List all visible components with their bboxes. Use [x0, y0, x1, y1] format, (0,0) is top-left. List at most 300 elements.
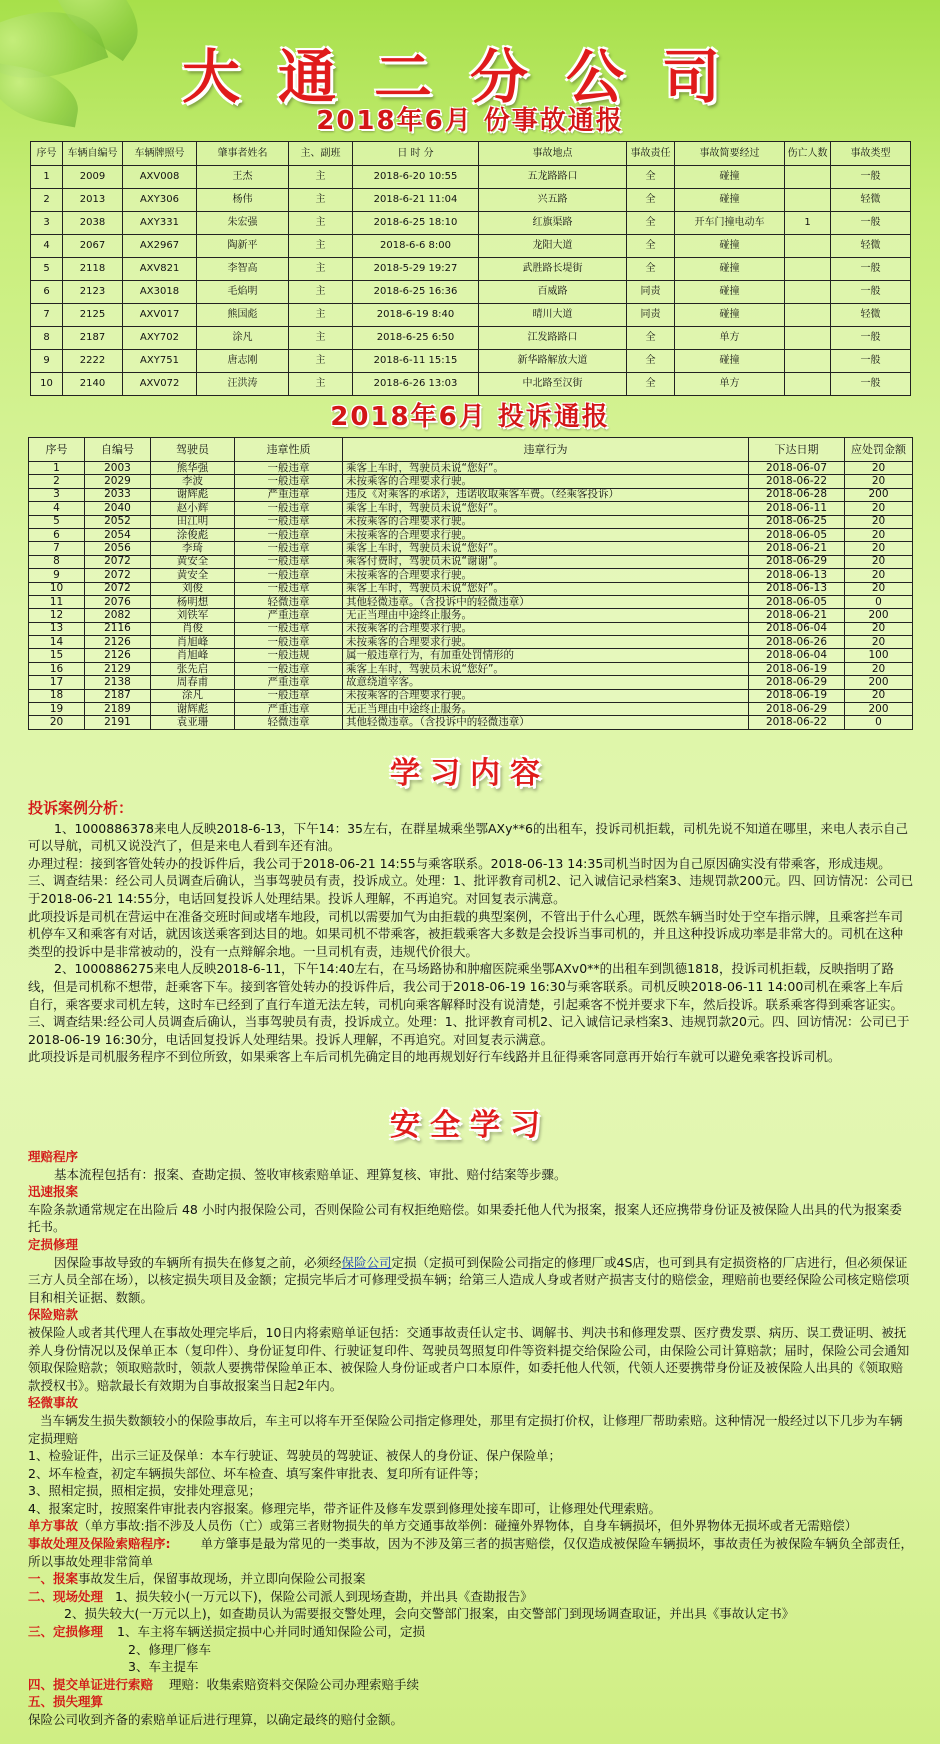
table-cell: 2018-6-20 10:55	[353, 166, 479, 189]
table-cell: 刘俊	[151, 582, 235, 595]
table-cell: 主	[289, 212, 353, 235]
table-cell: 2138	[85, 676, 151, 689]
table-cell: 碰撞	[675, 166, 785, 189]
complaint-report-title: 2018年6月 投诉通报	[330, 402, 610, 432]
table-cell: 2018-06-04	[749, 622, 845, 635]
table-cell: 未按乘客的合理要求行驶。	[343, 636, 749, 649]
table-cell: 2018-5-29 19:27	[353, 258, 479, 281]
accident-row	[31, 281, 911, 304]
table-cell: 涂俊彪	[151, 528, 235, 541]
table-cell: 开车门撞电动车	[675, 212, 785, 235]
table-cell: 轻微违章	[235, 595, 343, 608]
complaint-row	[29, 703, 913, 716]
complaint-row	[29, 502, 913, 515]
table-cell: 2018-06-29	[749, 703, 845, 716]
table-cell: 16	[29, 662, 85, 675]
table-cell	[785, 166, 831, 189]
table-cell: 2082	[85, 609, 151, 622]
table-cell: 1	[31, 166, 63, 189]
table-cell	[785, 281, 831, 304]
table-cell: 其他轻微违章。（含投诉中的轻微违章）	[343, 595, 749, 608]
table-cell: 红旗渠路	[479, 212, 627, 235]
table-cell: 一般违章	[235, 582, 343, 595]
table-cell: 20	[845, 502, 913, 515]
case-analysis-heading: 投诉案例分析：	[28, 799, 134, 817]
repair-text-part: 定损（定损可到保险公司指定的修理厂或4S店，也可到具有定损资格的厂店进行，但必须保证三方人员全部在场），以核定损失项目及金额；定损完毕后才可修理受损车辆；给第三人造成人身或者财产损害支付的赔偿金，理赔前也要经保险公司核定赔偿项目和相关证据、数额。	[28, 1254, 910, 1305]
table-cell: 一般	[831, 212, 911, 235]
table-cell: 杨伟	[197, 189, 289, 212]
table-cell: 2052	[85, 515, 151, 528]
table-cell: 一般	[831, 258, 911, 281]
claim-flow-heading: 事故处理及保险索赔程序:	[28, 1536, 171, 1552]
flow-step-5-heading: 五、损失理算	[28, 1694, 104, 1710]
table-cell: 中北路至汉街	[479, 373, 627, 396]
table-cell: 一般违章	[235, 515, 343, 528]
complaint-row	[29, 555, 913, 568]
table-cell: 碰撞	[675, 189, 785, 212]
claim-process-text: 基本流程包括有：报案、查勘定损、签收审核索赔单证、理算复核、审批、赔付结案等步骤。	[54, 1166, 567, 1182]
table-cell: 200	[845, 676, 913, 689]
table-cell: 全	[627, 350, 675, 373]
flow-step-2-heading: 二、现场处理	[28, 1588, 104, 1604]
flow-step-3	[28, 1623, 914, 1641]
case-paragraph: 办理过程：接到客管处转办的投诉件后，我公司于2018-06-21 14:55与乘客联系。2018-06-13 14:35司机当时因为自己原因确实没有带乘客，形成违规。三、调查结果：经公司人员调查后确认，当事驾驶员有责，投诉成立。处理：1、批评教育司机2、记入诚信记录档案3、违规罚款200元。四、回访情况：公司已于2018-06-21 14:55分，电话回复投诉人处理结果。投诉人理解，不再追究。对回复表示满意。	[28, 855, 914, 906]
table-cell: 主	[289, 281, 353, 304]
table-cell: 3	[31, 212, 63, 235]
table-cell: 全	[627, 327, 675, 350]
complaint-row	[29, 622, 913, 635]
complaint-row	[29, 649, 913, 662]
table-cell: 单方	[675, 327, 785, 350]
table-cell: 全	[627, 166, 675, 189]
table-cell: 2129	[85, 662, 151, 675]
column-header: 事故类型	[831, 142, 911, 166]
column-header: 主、副班	[289, 142, 353, 166]
table-cell: 全	[627, 258, 675, 281]
table-cell: 2072	[85, 569, 151, 582]
column-header: 自编号	[85, 438, 151, 462]
table-cell: 黄安全	[151, 555, 235, 568]
table-cell: 200	[845, 488, 913, 501]
table-cell: 谢辉彪	[151, 488, 235, 501]
minor-accident-heading: 轻微事故	[28, 1395, 79, 1411]
column-header: 序号	[29, 438, 85, 462]
table-cell: 0	[845, 595, 913, 608]
accident-table	[30, 141, 911, 396]
table-cell: 2018-06-29	[749, 676, 845, 689]
table-cell: 2029	[85, 475, 151, 488]
table-cell: 一般	[831, 350, 911, 373]
study-section	[28, 800, 914, 1066]
table-cell: 2018-06-19	[749, 662, 845, 675]
repair-heading: 定损修理	[28, 1236, 79, 1252]
table-cell: 7	[29, 542, 85, 555]
table-cell: 严重违章	[235, 676, 343, 689]
table-cell: 一般违章	[235, 662, 343, 675]
table-cell: 2018-06-11	[749, 502, 845, 515]
table-cell: AXV821	[123, 258, 197, 281]
table-cell: 熊华强	[151, 462, 235, 475]
table-cell: 一般违章	[235, 636, 343, 649]
table-cell: 20	[845, 555, 913, 568]
table-cell: 一般违章	[235, 542, 343, 555]
table-cell: 轻微	[831, 235, 911, 258]
accident-row	[31, 373, 911, 396]
minor-step: 2、坏车检查，初定车辆损失部位、坏车检查、填写案件审批表、复印所有证件等；	[28, 1465, 486, 1481]
table-cell: AXY306	[123, 189, 197, 212]
table-cell: 2	[29, 475, 85, 488]
table-cell: 5	[31, 258, 63, 281]
column-header: 违章行为	[343, 438, 749, 462]
table-cell: 2038	[63, 212, 123, 235]
column-header: 车辆牌照号	[123, 142, 197, 166]
table-cell	[785, 235, 831, 258]
table-cell: 1	[29, 462, 85, 475]
report-heading: 迅速报案	[28, 1184, 79, 1200]
table-cell: 2140	[63, 373, 123, 396]
table-cell: AXV072	[123, 373, 197, 396]
table-cell: 一般违章	[235, 689, 343, 702]
column-header: 车辆自编号	[63, 142, 123, 166]
table-cell: 2018-06-05	[749, 528, 845, 541]
accident-row	[31, 235, 911, 258]
column-header: 应处罚金额	[845, 438, 913, 462]
table-cell: 毛焰明	[197, 281, 289, 304]
flow-step-3-item: 2、修理厂修车	[128, 1641, 211, 1657]
table-cell: 晴川大道	[479, 304, 627, 327]
table-cell: 6	[31, 281, 63, 304]
table-cell: 主	[289, 189, 353, 212]
table-cell: 全	[627, 189, 675, 212]
table-cell: 8	[31, 327, 63, 350]
complaint-row	[29, 636, 913, 649]
table-cell: AX3018	[123, 281, 197, 304]
complaint-row	[29, 515, 913, 528]
single-accident-heading: 单方事故	[28, 1518, 79, 1534]
table-cell: 未按乘客的合理要求行驶。	[343, 689, 749, 702]
table-cell: 11	[29, 595, 85, 608]
table-cell: 2076	[85, 595, 151, 608]
accident-row	[31, 166, 911, 189]
table-cell: 乘客上车时，驾驶员未说“您好”。	[343, 582, 749, 595]
table-cell: 2018-06-13	[749, 569, 845, 582]
complaint-row	[29, 528, 913, 541]
case-paragraph: 此项投诉是司机在营运中在准备交班时间或堵车地段，司机以需要加气为由拒载的典型案例，不管出于什么心理，既然车辆当时处于空车指示牌，且乘客拦车司机停车又和乘客有对话，就因该送乘客到达目的地。如果司机不带乘客，被拒载乘客大多数是会投诉当事司机的，并且这种投诉成功率是非常大的。司机在这种类型的投诉中是非常被动的，没有一点辩解余地。一旦司机有责，违规代价很大。	[28, 908, 904, 959]
table-cell: 14	[29, 636, 85, 649]
flow-step-3-item: 1、车主将车辆送损定损中心并同时通知保险公司，定损	[117, 1624, 425, 1640]
complaint-row	[29, 582, 913, 595]
table-cell: 严重违章	[235, 703, 343, 716]
column-header: 下达日期	[749, 438, 845, 462]
complaint-table	[28, 437, 913, 730]
table-cell: 严重违章	[235, 488, 343, 501]
table-cell: 乘客上车时，驾驶员未说“您好”。	[343, 502, 749, 515]
flow-step-3-item: 3、车主提车	[128, 1659, 199, 1675]
table-cell: 熊国彪	[197, 304, 289, 327]
complaint-row	[29, 662, 913, 675]
table-cell: 违反《对乘客的承诺》，违诺收取乘客车费。（经乘客投诉）	[343, 488, 749, 501]
table-cell: 2018-6-11 15:15	[353, 350, 479, 373]
table-cell: 3	[29, 488, 85, 501]
flow-step-4-heading: 四、提交单证进行索赔	[28, 1676, 154, 1692]
safety-section	[28, 1148, 914, 1729]
table-cell: 2018-6-6 8:00	[353, 235, 479, 258]
table-cell: 单方	[675, 373, 785, 396]
table-cell: 20	[845, 582, 913, 595]
table-cell: AXV008	[123, 166, 197, 189]
table-cell: 2018-06-26	[749, 636, 845, 649]
accident-row	[31, 350, 911, 373]
table-cell	[785, 258, 831, 281]
table-cell: 乘客上车时，驾驶员未说“您好”。	[343, 542, 749, 555]
table-cell: 20	[29, 716, 85, 729]
table-cell: 谢辉彪	[151, 703, 235, 716]
table-cell: 全	[627, 373, 675, 396]
table-cell: 20	[845, 689, 913, 702]
table-cell: 江发路路口	[479, 327, 627, 350]
insurance-company-link[interactable]: 保险公司	[341, 1254, 392, 1270]
table-cell: 2067	[63, 235, 123, 258]
table-cell: 2116	[85, 622, 151, 635]
table-cell: 20	[845, 475, 913, 488]
single-accident-text: （单方事故:指不涉及人员伤（亡）或第三者财物损失的单方交通事故举例：碰撞外界物体，自身车辆损坏，但外界物体无损坏或者无需赔偿）	[78, 1518, 858, 1534]
flow-step-2-text-b: 2、损失较大(一万元以上)，如查勘员认为需要报交警处理，会向交警部门报案，由交警部门到现场调查取证，并出具《事故认定书》	[64, 1606, 795, 1622]
complaint-row	[29, 609, 913, 622]
table-cell: 百威路	[479, 281, 627, 304]
table-cell: 主	[289, 350, 353, 373]
column-header: 事故地点	[479, 142, 627, 166]
table-cell: 5	[29, 515, 85, 528]
complaint-row	[29, 542, 913, 555]
table-cell: 2018-06-04	[749, 649, 845, 662]
table-cell: 7	[31, 304, 63, 327]
table-cell: 无正当理由中途终止服务。	[343, 703, 749, 716]
table-cell: AX2967	[123, 235, 197, 258]
table-cell: 9	[29, 569, 85, 582]
table-cell: 李琦	[151, 542, 235, 555]
table-cell: 未按乘客的合理要求行驶。	[343, 622, 749, 635]
accident-row	[31, 327, 911, 350]
table-cell: 未按乘客的合理要求行驶。	[343, 475, 749, 488]
table-cell: 15	[29, 649, 85, 662]
table-cell: 2018-06-05	[749, 595, 845, 608]
table-cell: 2126	[85, 636, 151, 649]
claim-flow-text: 单方肇事是最为常见的一类事故，因为不涉及第三者的损害赔偿，仅仅造成被保险车辆损坏，事故责任为被保险车辆负全部责任，所以事故处理非常简单	[28, 1536, 914, 1569]
table-cell: 一般违章	[235, 462, 343, 475]
table-cell: 19	[29, 703, 85, 716]
table-cell: 200	[845, 703, 913, 716]
table-cell: 20	[845, 636, 913, 649]
table-cell: 朱宏强	[197, 212, 289, 235]
table-cell: 主	[289, 166, 353, 189]
table-cell: 2118	[63, 258, 123, 281]
column-header: 事故责任	[627, 142, 675, 166]
column-header: 驾驶员	[151, 438, 235, 462]
table-cell: 2054	[85, 528, 151, 541]
column-header: 序号	[31, 142, 63, 166]
table-cell	[785, 189, 831, 212]
table-cell: 同责	[627, 281, 675, 304]
table-cell: 2187	[85, 689, 151, 702]
column-header: 事故简要经过	[675, 142, 785, 166]
table-cell: 2018-6-25 18:10	[353, 212, 479, 235]
table-cell: 主	[289, 304, 353, 327]
column-header: 伤亡人数	[785, 142, 831, 166]
complaint-row	[29, 689, 913, 702]
table-cell: 2056	[85, 542, 151, 555]
flow-step-3-heading: 三、定损修理	[28, 1624, 104, 1640]
table-cell: 主	[289, 235, 353, 258]
accident-report-title: 2018年6月 份事故通报	[316, 106, 624, 136]
case-paragraph: 1、1000886378来电人反映2018-6-13，下午14：35左右，在群星城乘坐鄂AXy**6的出租车，投诉司机拒载，司机先说不知道在哪里，来电人表示自己可以导航，司机又说没汽了，但是来电人看到车还有油。	[28, 820, 908, 854]
table-cell: 2018-06-21	[749, 542, 845, 555]
payment-heading: 保险赔款	[28, 1307, 79, 1323]
table-cell: 一般违章	[235, 528, 343, 541]
accident-row	[31, 258, 911, 281]
table-cell: 20	[845, 622, 913, 635]
table-cell: 2009	[63, 166, 123, 189]
flow-step-1	[28, 1570, 914, 1588]
table-cell: 王杰	[197, 166, 289, 189]
table-cell: 肖旭峰	[151, 649, 235, 662]
table-cell: 碰撞	[675, 258, 785, 281]
table-cell: 全	[627, 212, 675, 235]
complaint-row	[29, 462, 913, 475]
table-cell: 一般	[831, 373, 911, 396]
table-cell: 一般违规	[235, 649, 343, 662]
table-cell: 一般违章	[235, 502, 343, 515]
table-cell	[785, 304, 831, 327]
table-cell: 2018-06-19	[749, 689, 845, 702]
table-cell: 一般违章	[235, 475, 343, 488]
minor-step: 3、照相定损，照相定损，安排处理意见；	[28, 1483, 261, 1499]
minor-accident-text: 当车辆发生损失数额较小的保险事故后，车主可以将车开至保险公司指定修理处，那里有定损打价权，让修理厂帮助索赔。这种情况一般经过以下几步为车辆定损理赔	[28, 1412, 903, 1446]
table-cell: 2018-6-19 8:40	[353, 304, 479, 327]
table-cell: 龙阳大道	[479, 235, 627, 258]
table-cell: 2018-06-21	[749, 609, 845, 622]
flow-step-5-text: 保险公司收到齐备的索赔单证后进行理算，以确定最终的赔付金额。	[28, 1712, 404, 1727]
table-cell: 李波	[151, 475, 235, 488]
table-cell: 20	[845, 528, 913, 541]
table-cell: 2018-06-28	[749, 488, 845, 501]
table-cell: 唐志刚	[197, 350, 289, 373]
repair-text-part: 因保险事故导致的车辆所有损失在修复之前，必须经	[54, 1254, 342, 1270]
flow-step-4	[28, 1676, 914, 1694]
table-cell: 田江明	[151, 515, 235, 528]
table-cell: 2018-06-25	[749, 515, 845, 528]
table-cell: 新华路解放大道	[479, 350, 627, 373]
table-cell: 2018-06-22	[749, 716, 845, 729]
accident-row	[31, 189, 911, 212]
table-cell: 碰撞	[675, 350, 785, 373]
claim-process-heading: 理赔程序	[28, 1149, 79, 1164]
table-cell: 2072	[85, 555, 151, 568]
table-cell: 严重违章	[235, 609, 343, 622]
table-cell: 乘客付费时，驾驶员未说“谢谢”。	[343, 555, 749, 568]
table-cell: 2018-06-13	[749, 582, 845, 595]
table-cell: 轻微	[831, 304, 911, 327]
table-cell: AXY702	[123, 327, 197, 350]
table-cell: 13	[29, 622, 85, 635]
table-cell: 12	[29, 609, 85, 622]
table-cell: 20	[845, 569, 913, 582]
accident-table-header	[31, 142, 911, 166]
table-cell: 属一般违章行为，有加重处罚情形的	[343, 649, 749, 662]
table-cell: 肖俊	[151, 622, 235, 635]
table-cell: 李智高	[197, 258, 289, 281]
table-cell: 8	[29, 555, 85, 568]
table-cell: 4	[31, 235, 63, 258]
table-cell: 17	[29, 676, 85, 689]
complaint-row	[29, 595, 913, 608]
complaint-row	[29, 475, 913, 488]
table-cell: 2189	[85, 703, 151, 716]
page-title: 大通二分公司	[181, 43, 758, 111]
complaint-row	[29, 676, 913, 689]
table-cell: 2123	[63, 281, 123, 304]
table-cell: 未按乘客的合理要求行驶。	[343, 569, 749, 582]
table-cell: 周春甫	[151, 676, 235, 689]
table-cell: 2013	[63, 189, 123, 212]
complaint-row	[29, 716, 913, 729]
table-cell: 主	[289, 373, 353, 396]
minor-step: 4、报案定时，按照案件审批表内容报案。修理完毕，带齐证件及修车发票到修理处接车即可，让修理处代理索赔。	[28, 1500, 661, 1516]
single-accident	[28, 1517, 914, 1535]
table-cell: 轻微违章	[235, 716, 343, 729]
table-cell: 10	[31, 373, 63, 396]
table-cell: 未按乘客的合理要求行驶。	[343, 528, 749, 541]
table-cell: 同责	[627, 304, 675, 327]
table-cell: 9	[31, 350, 63, 373]
table-cell: 4	[29, 502, 85, 515]
flow-step-2-text-a: 1、损失较小(一万元以下)，保险公司派人到现场查勘，并出具《查勘报告》	[115, 1588, 533, 1604]
table-cell: 2040	[85, 502, 151, 515]
column-header: 日 时 分	[353, 142, 479, 166]
table-cell: 碰撞	[675, 235, 785, 258]
table-cell: 18	[29, 689, 85, 702]
table-cell: 无正当理由中途终止服务。	[343, 609, 749, 622]
claim-flow	[28, 1535, 914, 1570]
table-cell: 2003	[85, 462, 151, 475]
flow-step-1-heading: 一、报案	[28, 1571, 79, 1587]
table-cell: 轻微	[831, 189, 911, 212]
table-cell: 2018-6-26 13:03	[353, 373, 479, 396]
table-cell: 2018-6-21 11:04	[353, 189, 479, 212]
table-cell: 汪洪涛	[197, 373, 289, 396]
table-cell: AXY751	[123, 350, 197, 373]
table-cell: 一般	[831, 327, 911, 350]
table-cell: 全	[627, 235, 675, 258]
table-cell: AXV017	[123, 304, 197, 327]
complaint-row	[29, 569, 913, 582]
table-cell: 2191	[85, 716, 151, 729]
table-cell: 刘铁军	[151, 609, 235, 622]
table-cell: 一般	[831, 281, 911, 304]
table-cell: 其他轻微违章。（含投诉中的轻微违章）	[343, 716, 749, 729]
table-cell: 20	[845, 462, 913, 475]
table-cell: 2018-06-29	[749, 555, 845, 568]
table-cell: 一般违章	[235, 555, 343, 568]
table-cell: 2126	[85, 649, 151, 662]
complaint-row	[29, 488, 913, 501]
accident-row	[31, 304, 911, 327]
accident-row	[31, 212, 911, 235]
table-cell	[785, 373, 831, 396]
table-cell: 10	[29, 582, 85, 595]
minor-step: 1、检验证件，出示三证及保单：本车行驶证、驾驶员的驾驶证、被保人的身份证、保户保险单；	[28, 1448, 561, 1464]
table-cell: 一般	[831, 166, 911, 189]
table-cell: 一般违章	[235, 622, 343, 635]
